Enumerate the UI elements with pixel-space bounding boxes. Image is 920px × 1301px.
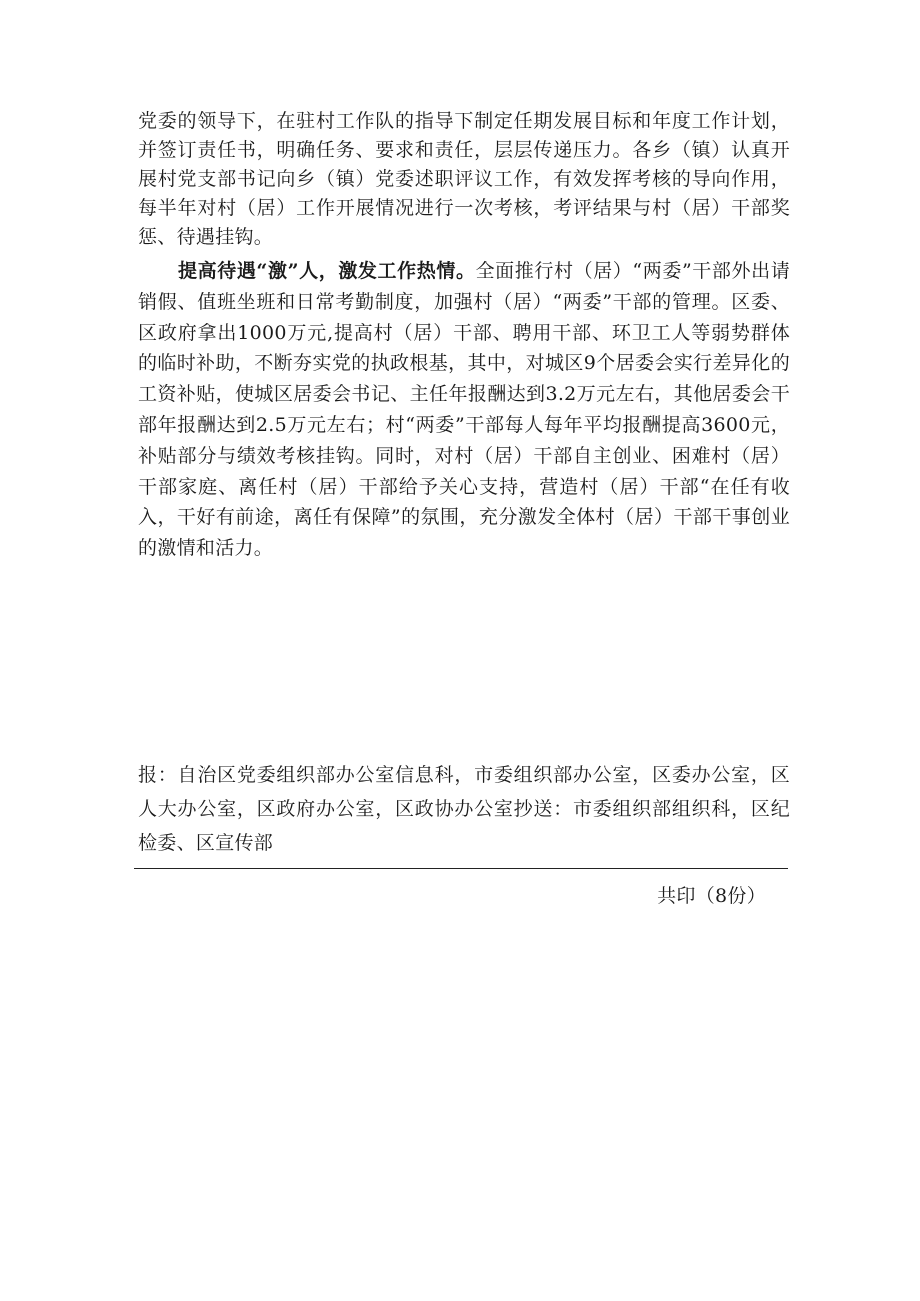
paragraph-body: 全面推行村（居）“两委”干部外出请销假、值班坐班和日常考勤制度，加强村（居）“两委”干部的管理。区委、区政府拿出1000万元,提高村（居）干部、聘用干部、环卫工人等弱势群体的临时补助，不断夯实党的执政根基，其中，对城区9个居委会实行差异化的工资补贴，使城区居委会书记、主任年报酬达到3.2万元左右，其他居委会干部年报酬达到2.5万元左右；村“两委”干部每人每年平均报酬提高3600元，补贴部分与绩效考核挂钩。同时，对村（居）干部自主创业、困难村（居）干部家庭、离任村（居）干部给予关心支持，营造村（居）干部“在任有收入，干好有前途，离任有保障”的氛围，充分激发全体村（居）干部干事创业的激情和活力。	[138, 260, 790, 560]
paragraph-assessment: 党委的领导下，在驻村工作队的指导下制定任期发展目标和年度工作计划，并签订责任书，明确任务、要求和责任，层层传递压力。各乡（镇）认真开展村党支部书记向乡（镇）党委述职评议工作，有效发挥考核的导向作用，每半年对村（居）工作开展情况进行一次考核，考评结果与村（居）干部奖惩、待遇挂钩。	[138, 110, 790, 248]
distribution-list: 报：自治区党委组织部办公室信息科，市委组织部办公室，区委办公室，区人大办公室，区政府办公室，区政协办公室抄送：市委组织部组织科，区纪检委、区宣传部	[138, 764, 790, 854]
paragraph-lead-heading: 提高待遇“激”人，激发工作热情。	[178, 260, 476, 282]
footer-divider	[134, 868, 788, 869]
copies-note: 共印（8份）	[657, 885, 766, 907]
paragraph-treatment	[138, 256, 790, 564]
